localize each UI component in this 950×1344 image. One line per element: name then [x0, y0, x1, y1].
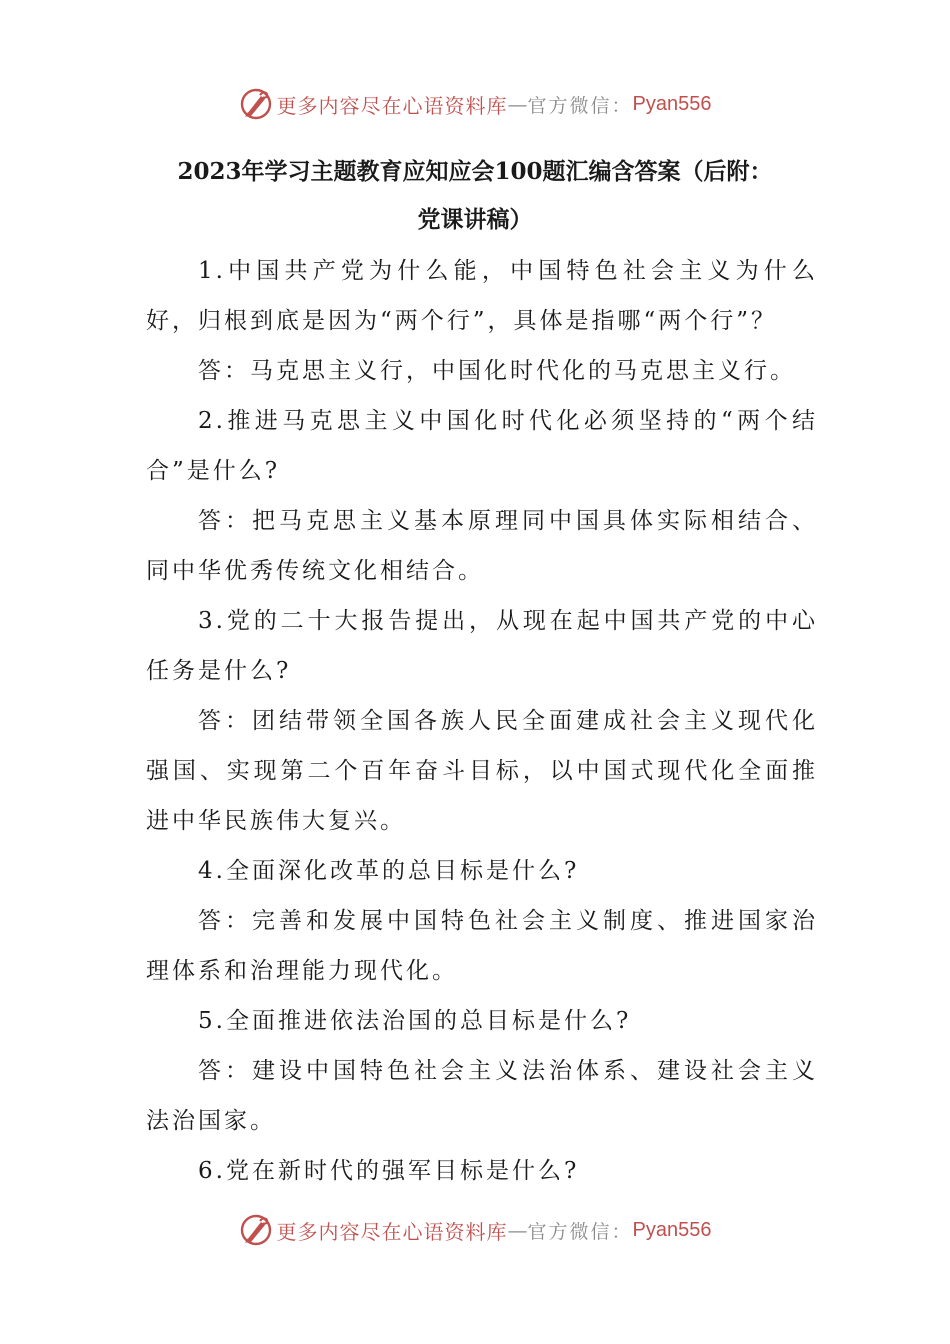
document-title-line-1: 2023年学习主题教育应知应会100题汇编含答案（后附：	[177, 158, 773, 185]
watermark-official-label: 官方微信：	[527, 94, 633, 117]
watermark-wechat-id: Pyan556	[632, 1218, 712, 1241]
pen-logo-icon	[239, 87, 273, 121]
document-body	[146, 246, 818, 1196]
answer-1: 答：马克思主义行，中国化时代化的马克思主义行。	[198, 358, 796, 384]
watermark-wechat-id: Pyan556	[632, 92, 712, 115]
watermark-official-label: 官方微信：	[527, 1220, 633, 1243]
question-2: 2.推进马克思主义中国化时代化必须坚持的“两个结合”是什么?	[146, 408, 818, 484]
watermark-dash: —	[507, 92, 528, 116]
answer-5: 答：建设中国特色社会主义法治体系、建设社会主义法治国家。	[146, 1058, 818, 1134]
question-6: 6.党在新时代的强军目标是什么?	[198, 1158, 580, 1184]
watermark-footer	[0, 1208, 950, 1252]
answer-3: 答：团结带领全国各族人民全面建成社会主义现代化强国、实现第二个百年奋斗目标，以中国式现代化全面推进中华民族伟大复兴。	[146, 708, 818, 834]
document-title-line-2: 党课讲稿）	[417, 206, 533, 233]
watermark-main-text: 更多内容尽在心语资料库	[276, 1219, 508, 1244]
watermark-dash: —	[507, 1218, 528, 1242]
answer-2: 答：把马克思主义基本原理同中国具体实际相结合、同中华优秀传统文化相结合。	[146, 508, 818, 584]
question-4: 4.全面深化改革的总目标是什么?	[198, 858, 580, 884]
pen-logo-icon	[239, 1213, 273, 1247]
watermark-header	[0, 82, 950, 126]
question-1: 1.中国共产党为什么能，中国特色社会主义为什么好，归根到底是因为“两个行”，具体是指哪“两个行”？	[146, 258, 818, 334]
answer-4: 答：完善和发展中国特色社会主义制度、推进国家治理体系和治理能力现代化。	[146, 908, 818, 984]
question-3: 3.党的二十大报告提出，从现在起中国共产党的中心任务是什么?	[146, 608, 818, 684]
watermark-main-text: 更多内容尽在心语资料库	[276, 93, 508, 118]
question-5: 5.全面推进依法治国的总目标是什么?	[198, 1008, 632, 1034]
